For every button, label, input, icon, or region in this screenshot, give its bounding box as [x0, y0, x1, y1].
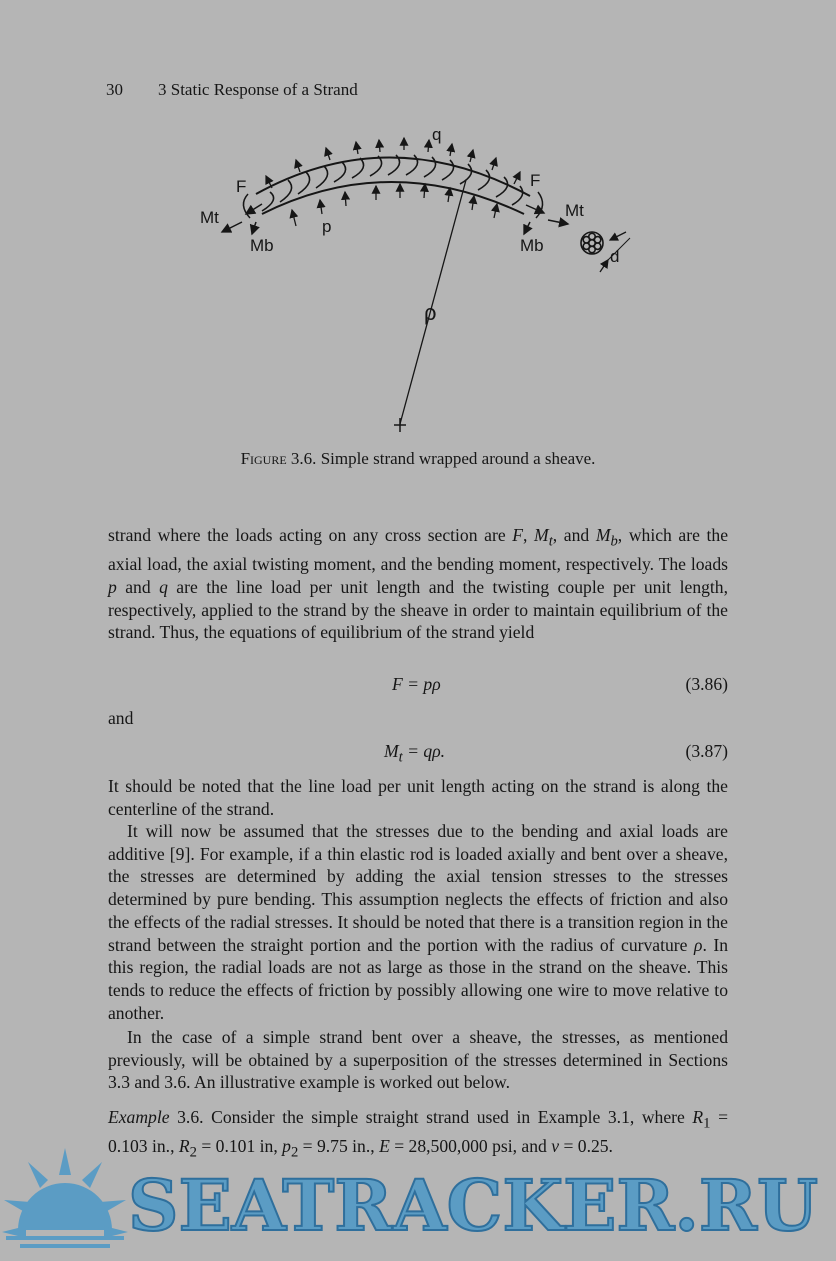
label-p: p	[322, 217, 332, 236]
q-arrows	[266, 138, 520, 188]
label-Mb-right: Mb	[520, 236, 544, 255]
mb-arrow-right	[524, 222, 530, 234]
paragraph-loads: strand where the loads acting on any cross section are F, $M_t$, and $M_b$, which are the axial load, the axial twisting moment, and the bending moment, respectively. The loads p and q are the line load per unit length and the twisting couple per unit length, respectively, applied to the strand by the sheave in order to maintain equilibrium of the strand. Thus, the equations of equilibrium of the strand yield	[108, 525, 729, 643]
label-rho: ρ	[424, 300, 437, 325]
label-Mt-left: Mt	[200, 208, 219, 227]
running-header	[106, 80, 358, 100]
watermark-text: SEATRACKER.RU	[128, 1164, 818, 1247]
paragraph-superposition: In the case of a simple strand bent over a sheave, the stresses, as mentioned previously, will be obtained by a superposition of the stresses determined in Sections 3.3 and 3.6. An illustrative example is worked out below.	[108, 1027, 728, 1093]
caption-text: Simple strand wrapped around a sheave.	[316, 449, 596, 468]
page-number: 30	[106, 80, 123, 99]
caption-label: Figure 3.6.	[240, 449, 317, 468]
equation-number-3-86: (3.86)	[685, 674, 728, 694]
equation-number-3-87: (3.87)	[685, 741, 728, 761]
paragraph-centerline: It should be noted that the line load per unit length acting on the strand is along the centerline of the strand.	[108, 776, 728, 819]
mt-arrow-left	[222, 222, 242, 232]
sun-logo-icon	[2, 1148, 128, 1248]
connector-and: and	[108, 708, 134, 728]
moment-curl-left	[243, 194, 250, 218]
force-arrow-left	[246, 204, 262, 214]
paragraph-additive-stresses: It will now be assumed that the stresses due to the bending and axial loads are additive [9]. For example, if a thin elastic rod is loaded axially and bent over a sheave, the stresses are determined by adding the axial tension stresses to the stresses determined by pure bending. This assumption neglects the effects of friction and also the effects of the radial stresses. It should be noted that there is a transition region in the strand between the straight portion and the portion with the radius of curvature ρ. In this region, the radial loads are not as large as those in the strand on the sheave. This tends to reduce the effects of friction by possibly allowing one wire to move relative to another.	[108, 821, 729, 1023]
equation-3-87: $M_t = q\rho$.	[384, 741, 446, 766]
paragraph-example-3-6: Example 3.6. Consider the simple straight strand used in Example 3.1, where $R_1 = 0.103$ in., $R_2 = 0.101$ in, $p_2 = 9.75$ in., E = 28,500,000 psi, and v = 0.25.	[108, 1107, 728, 1161]
dimension-arrow-top	[610, 232, 626, 240]
strand-cross-section	[581, 232, 603, 254]
mt-arrow-right	[548, 220, 568, 224]
label-F-right: F	[530, 171, 541, 190]
mb-arrow-left	[252, 222, 256, 234]
figure-caption	[0, 449, 836, 469]
label-F-left: F	[236, 177, 247, 196]
moment-curl-right	[536, 192, 543, 218]
figure-strand-on-sheave	[190, 118, 650, 438]
equation-3-86: F = pρ	[392, 674, 441, 694]
label-Mt-right: Mt	[565, 201, 584, 220]
label-Mb-left: Mb	[250, 236, 274, 255]
label-d: d	[610, 247, 620, 266]
label-q: q	[432, 125, 442, 144]
chapter-title: 3 Static Response of a Strand	[158, 80, 358, 99]
watermark	[0, 1138, 836, 1261]
strand-bottom-edge	[262, 182, 524, 214]
